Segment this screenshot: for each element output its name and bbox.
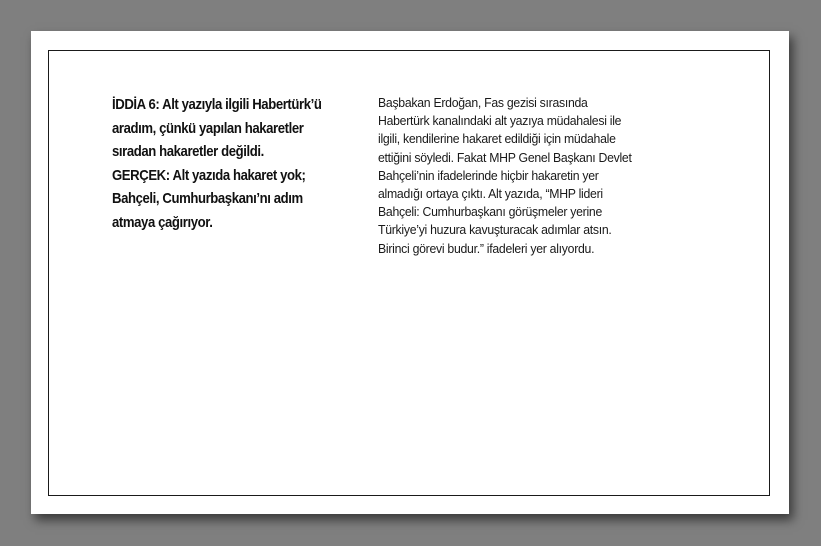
fact-line: atmaya çağırıyor. — [112, 214, 213, 231]
claim-line: aradım, çünkü yapılan hakaretler — [112, 120, 304, 137]
paragraph-line: Birinci görevi budur.” ifadeleri yer alıyordu. — [378, 240, 595, 256]
paragraph-line: Bahçeli: Cumhurbaşkanı görüşmeler yerine — [378, 204, 603, 220]
paragraph-line: ilgili, kendilerine hakaret edildiği için müdahale — [378, 131, 616, 147]
paragraph-line: Bahçeli’nin ifadelerinde hiçbir hakaretin yer — [378, 167, 599, 183]
paragraph-line: ettiğini söyledi. Fakat MHP Genel Başkanı Devlet — [378, 149, 632, 165]
document-page — [31, 31, 789, 514]
claim-heading — [112, 94, 337, 236]
claim-line: İDDİA 6: Alt yazıyla ilgili Habertürk’ü — [112, 97, 322, 113]
paragraph-line: almadığı ortaya çıktı. Alt yazıda, “MHP lideri — [378, 186, 603, 202]
explanation-paragraph — [378, 94, 632, 258]
paragraph-line: Başbakan Erdoğan, Fas gezisi sırasında — [378, 95, 588, 110]
fact-line: Bahçeli, Cumhurbaşkanı’nı adım — [112, 191, 303, 208]
fact-line: GERÇEK: Alt yazıda hakaret yok; — [112, 167, 306, 184]
claim-line: sıradan hakaretler değildi. — [112, 144, 264, 161]
paragraph-line: Habertürk kanalındaki alt yazıya müdahalesi ile — [378, 113, 622, 129]
paragraph-line: Türkiye’yi huzura kavuşturacak adımlar atsın. — [378, 222, 612, 238]
